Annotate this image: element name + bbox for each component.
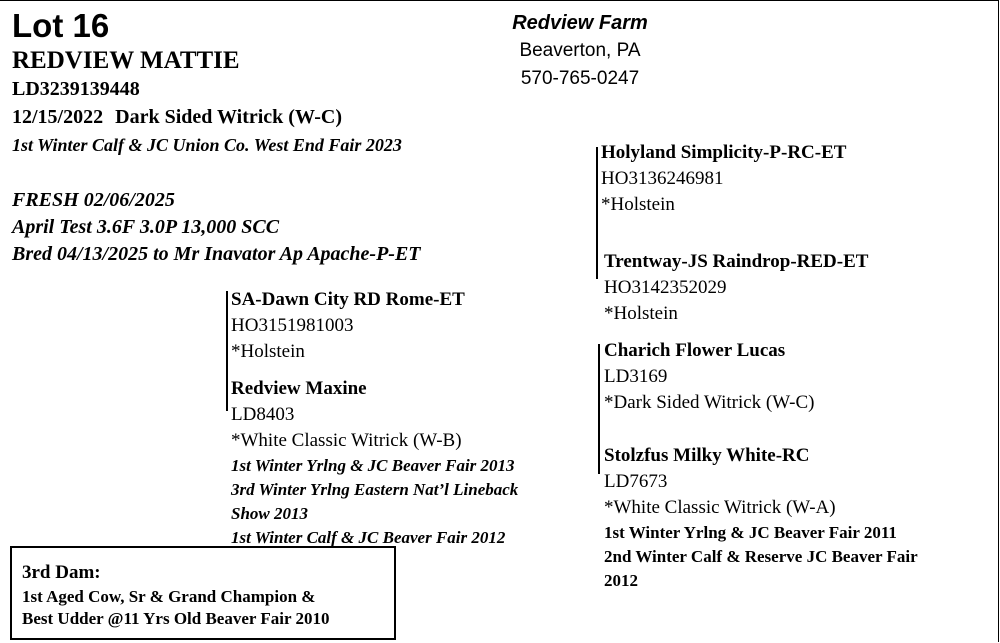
- dam-name: Redview Maxine: [231, 378, 367, 399]
- dam-sire-name: Charich Flower Lucas: [604, 340, 786, 361]
- dam-award: Show 2013: [231, 504, 308, 523]
- dam-dam-award: 2012: [604, 571, 638, 590]
- sire-block: [231, 287, 465, 365]
- dam-sire-registration: LD3169: [604, 366, 668, 387]
- sire-sire-registration: HO3136246981: [601, 168, 724, 189]
- animal-name: REDVIEW MATTIE: [12, 47, 240, 74]
- pedigree-connector-line: [226, 291, 228, 411]
- animal-honor: 1st Winter Calf & JC Union Co. West End Fair 2023: [12, 135, 402, 155]
- consignor-location: Beaverton, PA: [519, 40, 641, 61]
- dam-award: 3rd Winter Yrlng Eastern Nat’l Lineback: [231, 480, 519, 499]
- consignor-farm: Redview Farm: [512, 12, 648, 34]
- dam-award: 1st Winter Calf & JC Beaver Fair 2012: [231, 528, 506, 547]
- third-dam-box: [10, 546, 396, 640]
- sire-sire-block: [601, 140, 846, 218]
- dam-award: 1st Winter Yrlng & JC Beaver Fair 2013: [231, 456, 515, 475]
- dam-sire-block: [604, 338, 814, 416]
- dam-dam-award: 1st Winter Yrlng & JC Beaver Fair 2011: [604, 523, 897, 542]
- sire-dam-name: Trentway-JS Raindrop-RED-ET: [604, 251, 869, 272]
- dam-dam-name: Stolzfus Milky White-RC: [604, 445, 810, 466]
- animal-registration: LD3239139448: [12, 78, 140, 100]
- dam-sire-breed: *Dark Sided Witrick (W-C): [604, 392, 815, 413]
- third-dam-line: Best Udder @11 Yrs Old Beaver Fair 2010: [22, 609, 330, 628]
- milk-test: April Test 3.6F 3.0P 13,000 SCC: [12, 216, 280, 238]
- dam-breed: *White Classic Witrick (W-B): [231, 430, 462, 451]
- sire-registration: HO3151981003: [231, 315, 354, 336]
- dam-dam-breed: *White Classic Witrick (W-A): [604, 497, 836, 518]
- dam-dam-registration: LD7673: [604, 471, 668, 492]
- bred-info: Bred 04/13/2025 to Mr Inavator Ap Apache-P-ET: [12, 243, 421, 265]
- fresh-date: FRESH 02/06/2025: [12, 189, 175, 211]
- sire-dam-breed: *Holstein: [604, 303, 678, 324]
- dam-registration: LD8403: [231, 404, 295, 425]
- animal-birth-line: [12, 106, 342, 129]
- dam-dam-award: 2nd Winter Calf & Reserve JC Beaver Fair: [604, 547, 918, 566]
- third-dam-line: 1st Aged Cow, Sr & Grand Champion &: [22, 587, 316, 606]
- sire-sire-breed: *Holstein: [601, 194, 675, 215]
- sire-breed: *Holstein: [231, 341, 305, 362]
- animal-birthdate: 12/15/2022: [12, 106, 104, 128]
- animal-classification: Dark Sided Witrick (W-C): [115, 106, 342, 128]
- sire-dam-block: [604, 249, 868, 327]
- sire-dam-registration: HO3142352029: [604, 277, 727, 298]
- third-dam-title: 3rd Dam:: [22, 562, 101, 583]
- pedigree-connector-line: [598, 344, 600, 474]
- consignor-phone: 570-765-0247: [520, 68, 640, 89]
- sire-sire-name: Holyland Simplicity-P-RC-ET: [601, 142, 847, 163]
- lot-number: Lot 16: [12, 7, 110, 44]
- dam-dam-block: [604, 443, 918, 593]
- consignor-block: [480, 9, 680, 93]
- pedigree-connector-line: [596, 147, 598, 279]
- dam-block: [231, 376, 518, 550]
- sire-name: SA-Dawn City RD Rome-ET: [231, 289, 465, 310]
